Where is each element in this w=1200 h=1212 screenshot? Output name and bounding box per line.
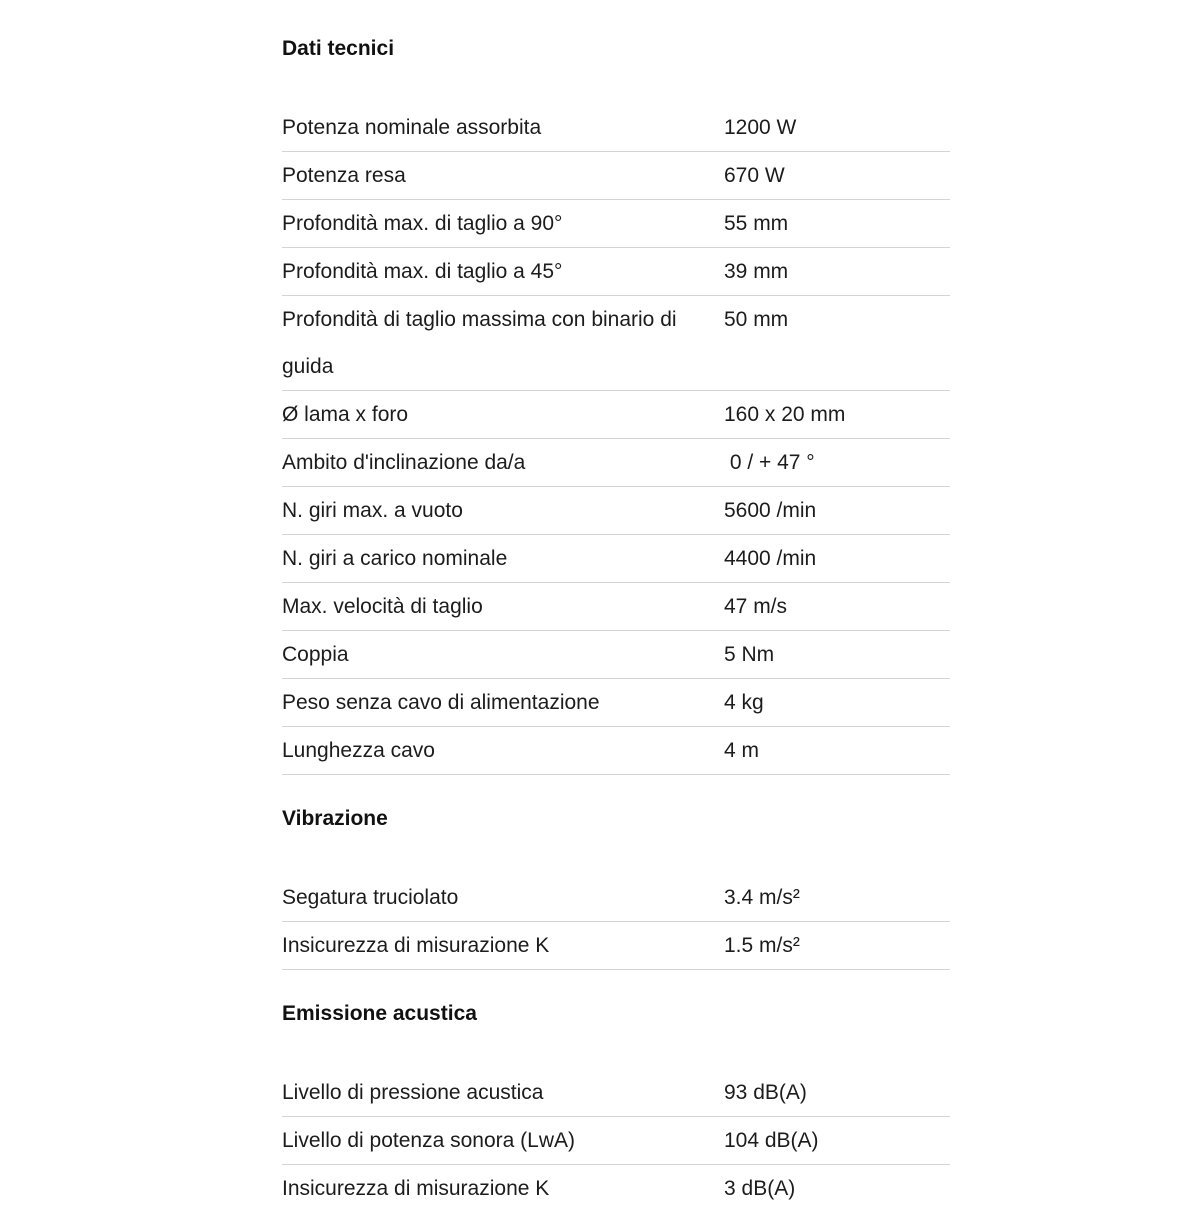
spec-label: Profondità di taglio massima con binario di guida	[282, 308, 677, 378]
spec-label: Max. velocità di taglio	[282, 595, 483, 618]
table-row	[282, 487, 950, 535]
table-row	[282, 296, 950, 391]
spec-label: Ambito d'inclinazione da/a	[282, 451, 526, 474]
spec-sheet	[282, 0, 950, 1212]
table-row	[282, 104, 950, 152]
spec-value: 1200 W	[724, 116, 797, 139]
table-row	[282, 631, 950, 679]
table-row	[282, 727, 950, 775]
spec-value: 160 x 20 mm	[724, 403, 846, 426]
spec-label: Potenza nominale assorbita	[282, 116, 542, 139]
spec-table-vibrazione	[282, 874, 950, 970]
spec-label: Insicurezza di misurazione K	[282, 934, 550, 957]
spec-value: 4 kg	[724, 691, 764, 714]
table-row	[282, 874, 950, 922]
table-row	[282, 922, 950, 970]
spec-value: 5600 /min	[724, 499, 817, 522]
spec-value: 47 m/s	[724, 595, 788, 618]
spec-label: Profondità max. di taglio a 45°	[282, 260, 563, 283]
spec-label: Ø lama x foro	[282, 403, 409, 426]
table-row	[282, 583, 950, 631]
spec-label: Segatura truciolato	[282, 886, 459, 909]
spec-label: Insicurezza di misurazione K	[282, 1177, 550, 1200]
spec-label: Lunghezza cavo	[282, 739, 435, 762]
spec-label: Livello di potenza sonora (LwA)	[282, 1129, 575, 1152]
spec-value: 3 dB(A)	[724, 1177, 796, 1200]
spec-table-dati-tecnici	[282, 104, 950, 775]
spec-label: Coppia	[282, 643, 349, 666]
spec-value: 39 mm	[724, 260, 789, 283]
spec-value: 3.4 m/s²	[724, 886, 800, 909]
spec-value: 4 m	[724, 739, 760, 762]
spec-label: Potenza resa	[282, 164, 406, 187]
spec-value: 55 mm	[724, 212, 789, 235]
table-row	[282, 679, 950, 727]
spec-label: N. giri max. a vuoto	[282, 499, 463, 522]
spec-value: 1.5 m/s²	[724, 934, 800, 957]
section-title-dati-tecnici: Dati tecnici	[282, 37, 395, 60]
spec-value: 4400 /min	[724, 547, 817, 570]
spec-value: 104 dB(A)	[724, 1129, 819, 1152]
table-row	[282, 152, 950, 200]
spec-value: 5 Nm	[724, 643, 775, 666]
spec-label: N. giri a carico nominale	[282, 547, 508, 570]
table-row	[282, 1069, 950, 1117]
spec-table-emissione-acustica	[282, 1069, 950, 1212]
spec-value: 93 dB(A)	[724, 1081, 807, 1104]
table-row	[282, 200, 950, 248]
table-row	[282, 248, 950, 296]
table-row	[282, 1117, 950, 1165]
spec-label: Livello di pressione acustica	[282, 1081, 544, 1104]
table-row	[282, 1165, 950, 1212]
table-row	[282, 535, 950, 583]
table-row	[282, 391, 950, 439]
spec-label: Profondità max. di taglio a 90°	[282, 212, 563, 235]
spec-value: 50 mm	[724, 308, 789, 331]
section-title-vibrazione: Vibrazione	[282, 807, 388, 830]
table-row	[282, 439, 950, 487]
spec-label: Peso senza cavo di alimentazione	[282, 691, 600, 714]
section-title-emissione-acustica: Emissione acustica	[282, 1002, 477, 1025]
spec-value: 670 W	[724, 164, 785, 187]
spec-value: 0 / + 47 °	[724, 451, 815, 474]
